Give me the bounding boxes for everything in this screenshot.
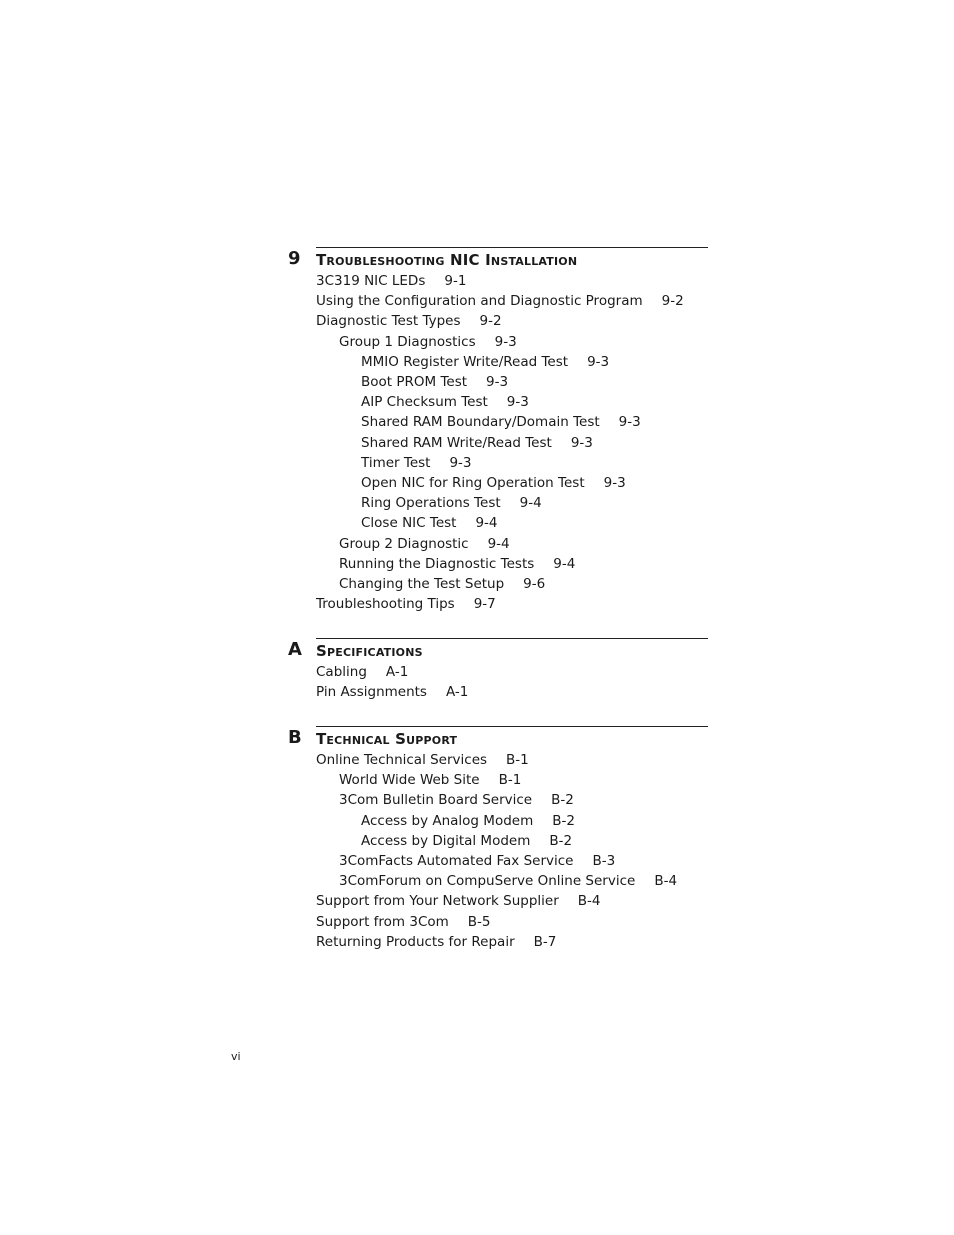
toc-entry-title: Troubleshooting Tips	[316, 596, 455, 613]
page-number: vi	[231, 1050, 241, 1063]
chapter-number: A	[288, 639, 302, 660]
toc-entry-page: 9-3	[570, 434, 593, 451]
toc-entry-title: Shared RAM Boundary/Domain Test	[361, 414, 600, 431]
toc-entry-title: Pin Assignments	[316, 684, 427, 701]
chapter-title: Specifications	[316, 642, 423, 660]
toc-entry-page: 9-6	[523, 576, 546, 592]
toc-entry-page: A-1	[445, 684, 469, 701]
toc-entry[interactable]	[339, 534, 510, 554]
chapter-number: 9	[288, 248, 301, 269]
toc-entry[interactable]	[361, 831, 572, 851]
toc-entry-page: B-4	[577, 893, 601, 910]
toc-entry-title: AIP Checksum Test	[361, 394, 488, 411]
toc-entry[interactable]	[361, 352, 609, 372]
toc-entry-page: 9-3	[449, 454, 472, 471]
toc-entry-page: 9-4	[487, 535, 510, 552]
toc-entry-page: B-2	[551, 792, 574, 809]
toc-entry-page: B-2	[552, 812, 575, 829]
toc-entry[interactable]	[316, 750, 529, 770]
toc-entry[interactable]	[316, 912, 491, 932]
toc-entry-title: Group 1 Diagnostics	[339, 333, 476, 350]
toc-entry-title: Changing the Test Setup	[339, 576, 505, 592]
toc-entry-page: B-4	[654, 873, 678, 890]
toc-entry-title: World Wide Web Site	[339, 772, 480, 789]
toc-entry-title: 3Com Bulletin Board Service	[339, 792, 533, 809]
toc-entry-title: 3C319 NIC LEDs	[316, 273, 426, 289]
toc-entry-page: B-7	[533, 933, 557, 950]
toc-entry-title: Group 2 Diagnostic	[339, 535, 469, 552]
toc-entry-page: B-2	[549, 832, 573, 849]
toc-entry-page: B-1	[498, 772, 522, 789]
toc-entry-title: Open NIC for Ring Operation Test	[361, 475, 585, 491]
toc-entry[interactable]	[361, 453, 472, 473]
toc-entry-title: 3ComFacts Automated Fax Service	[339, 853, 574, 869]
toc-entry-page: 9-7	[473, 596, 496, 613]
chapter-title: Troubleshooting NIC Installation	[316, 251, 578, 269]
toc-entry[interactable]	[316, 291, 684, 311]
toc-entry-page: 9-2	[479, 313, 502, 330]
toc-entry-title: Boot PROM Test	[361, 374, 468, 390]
toc-entry[interactable]	[361, 493, 542, 513]
toc-entry[interactable]	[361, 513, 498, 533]
toc-entry-title: Ring Operations Test	[361, 495, 501, 512]
chapter-number: B	[288, 727, 302, 748]
chapter-title: Technical Support	[316, 730, 458, 748]
toc-entry[interactable]	[339, 574, 545, 594]
toc-entry[interactable]	[339, 332, 517, 352]
toc-entry-title: Support from Your Network Supplier	[316, 893, 559, 910]
toc-entry-page: 9-3	[486, 374, 509, 390]
toc-entry[interactable]	[316, 311, 502, 331]
toc-entry-page: B-1	[506, 752, 529, 768]
toc-entry[interactable]	[361, 392, 529, 412]
toc-entry-page: 9-4	[553, 555, 576, 572]
toc-entry-title: Online Technical Services	[316, 752, 488, 768]
toc-entry-page: 9-4	[475, 515, 498, 532]
toc-entry-page: 9-3	[587, 353, 610, 370]
toc-entry-page: 9-3	[603, 475, 626, 491]
toc-entry[interactable]	[339, 554, 575, 574]
toc-entry[interactable]	[339, 871, 677, 891]
toc-entry-page: 9-3	[506, 394, 529, 411]
toc-entry[interactable]	[361, 372, 508, 392]
toc-entry[interactable]	[361, 473, 626, 493]
toc-entry[interactable]	[361, 811, 575, 831]
toc-entry[interactable]	[339, 790, 574, 810]
toc-entry-title: Support from 3Com	[316, 913, 449, 930]
toc-entry-title: Access by Digital Modem	[361, 832, 531, 849]
toc-entry-title: Diagnostic Test Types	[316, 313, 461, 330]
toc-entry[interactable]	[361, 412, 641, 432]
toc-entry-page: 9-3	[494, 333, 517, 350]
toc-entry-title: Using the Configuration and Diagnostic Program	[316, 293, 643, 310]
toc-entry[interactable]	[339, 851, 615, 871]
toc-entry-page: B-3	[592, 853, 616, 869]
toc-entry[interactable]	[316, 932, 556, 952]
toc-entry[interactable]	[361, 433, 593, 453]
toc-entry-title: MMIO Register Write/Read Test	[361, 353, 569, 370]
toc-entry-page: 9-2	[661, 293, 684, 310]
toc-entry-title: Cabling	[316, 664, 367, 680]
toc-entry-page: 9-1	[444, 273, 467, 289]
toc-entry[interactable]	[316, 891, 601, 911]
toc-entry-page: 9-4	[519, 495, 542, 512]
toc-entry-page: A-1	[385, 664, 409, 680]
toc-entry[interactable]	[339, 770, 521, 790]
toc-entry[interactable]	[316, 682, 468, 702]
toc-entry-page: 9-3	[618, 414, 641, 431]
toc-entry-title: Access by Analog Modem	[361, 812, 534, 829]
toc-entry[interactable]	[316, 594, 496, 614]
toc-entry[interactable]	[316, 271, 466, 291]
toc-entry-title: 3ComForum on CompuServe Online Service	[339, 873, 636, 890]
toc-entry-title: Returning Products for Repair	[316, 933, 515, 950]
toc-entry-title: Running the Diagnostic Tests	[339, 555, 535, 572]
toc-entry-title: Timer Test	[361, 454, 431, 471]
toc-entry-title: Close NIC Test	[361, 515, 457, 532]
toc-entry-page: B-5	[467, 913, 491, 930]
toc-entry-title: Shared RAM Write/Read Test	[361, 434, 552, 451]
toc-entry[interactable]	[316, 662, 408, 682]
